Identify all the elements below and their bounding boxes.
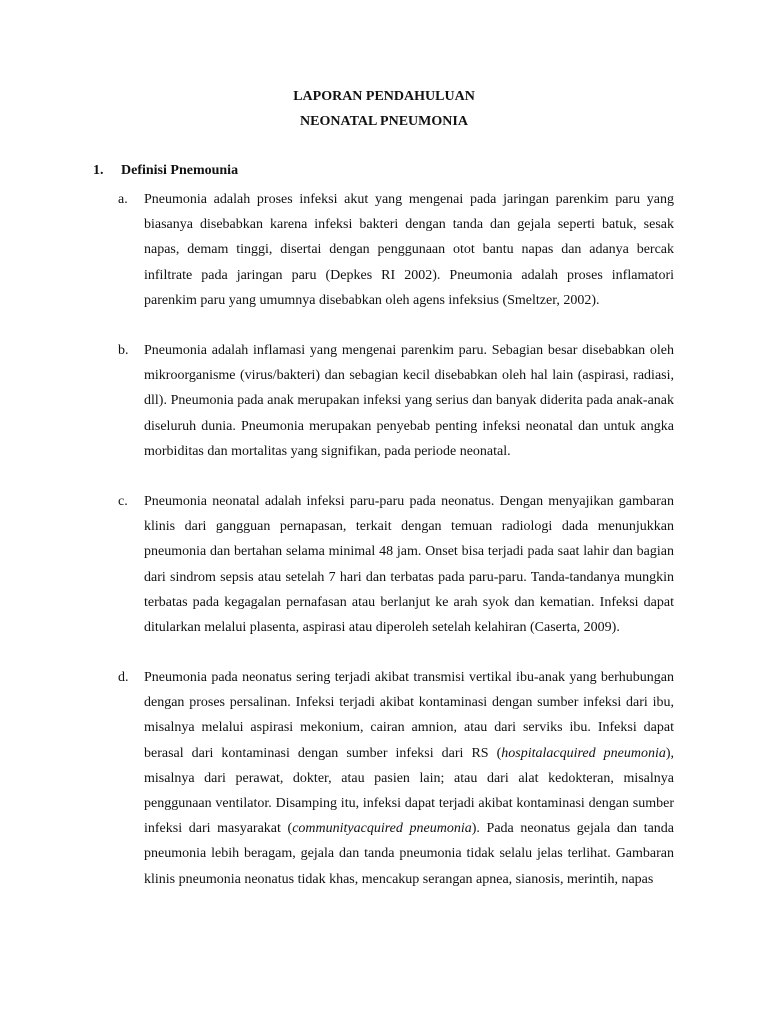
list-marker: d.: [118, 670, 129, 685]
paragraph-d: [144, 665, 674, 892]
document-title: LAPORAN PENDAHULUAN: [293, 89, 475, 104]
list-item: [118, 489, 674, 665]
list-marker: c.: [118, 494, 128, 509]
section-number: 1.: [93, 163, 104, 178]
paragraph-d-part3: ). Pada neonatus gejala dan tanda pneumonia lebih beragam, gejala dan tanda pneumonia tidak selalu jelas terlihat. Gambaran klinis pneumonia neonatus tidak khas, mencakup serangan apnea, sianosis, merintih, napas: [144, 821, 675, 887]
paragraph-d-part2: ), misalnya dari perawat, dokter, atau pasien lain; atau dari alat kedokteran, misalnya penggunaan ventilator. Disamping itu, infeksi dapat terjadi akibat kontaminasi dengan sumber infeksi dari masyarakat (: [144, 745, 675, 837]
paragraph-c: Pneumonia neonatal adalah infeksi paru-paru pada neonatus. Dengan menyajikan gambaran klinis dari gangguan pernapasan, terkait dengan temuan radiologi dada menunjukkan pneumonia dan bertahan selama minimal 48 jam. Onset bisa terjadi pada saat lahir dan bagian dari sindrom sepsis atau setelah 7 hari dan terbatas pada paru-paru. Tanda-tandanya mungkin terbatas pada kegagalan pernafasan atau berlanjut ke arah syok dan kematian. Infeksi dapat ditularkan melalui plasenta, aspirasi atau diperoleh setelah kelahiran (Caserta, 2009).: [144, 494, 674, 636]
list-item: [118, 338, 674, 489]
document-subtitle: NEONATAL PNEUMONIA: [300, 114, 468, 129]
section-title: Definisi Pnemounia: [121, 163, 239, 178]
list-item: [118, 665, 674, 892]
paragraph-d-part1: Pneumonia pada neonatus sering terjadi akibat transmisi vertikal ibu-anak yang berhubungan dengan proses persalinan. Infeksi terjadi akibat kontaminasi dengan sumber infeksi dari ibu, misalnya melalui aspirasi mekonium, cairan amnion, atau dari serviks ibu. Infeksi dapat berasal dari kontaminasi dengan sumber infeksi dari RS (: [144, 670, 674, 761]
term-hospital-acquired: hospitalacquired pneumonia: [501, 745, 666, 761]
definition-list: [118, 187, 674, 892]
list-marker: a.: [118, 192, 128, 207]
paragraph-b: Pneumonia adalah inflamasi yang mengenai parenkim paru. Sebagian besar disebabkan oleh mikroorganisme (virus/bakteri) dan sebagian kecil disebabkan oleh hal lain (aspirasi, radiasi, dll). Pneumonia pada anak merupakan infeksi yang serius dan banyak diderita pada anak-anak diseluruh dunia. Pneumonia merupakan penyebab penting infeksi neonatal dan untuk angka morbiditas dan mortalitas yang signifikan, pada periode neonatal.: [144, 343, 674, 459]
section-heading: [93, 162, 238, 180]
list-item: [118, 187, 674, 338]
paragraph-a: Pneumonia adalah proses infeksi akut yang mengenai pada jaringan parenkim paru yang biasanya disebabkan karena infeksi bakteri dengan tanda dan gejala seperti batuk, sesak napas, demam tinggi, disertai dengan penggunaan otot bantu napas dan adanya bercak infiltrate pada jaringan paru (Depkes RI 2002). Pneumonia adalah proses inflamatori parenkim paru yang umumnya disebabkan oleh agens infeksius (Smeltzer, 2002).: [144, 192, 674, 308]
term-community-acquired: communityacquired pneumonia: [292, 821, 472, 837]
list-marker: b.: [118, 343, 129, 358]
